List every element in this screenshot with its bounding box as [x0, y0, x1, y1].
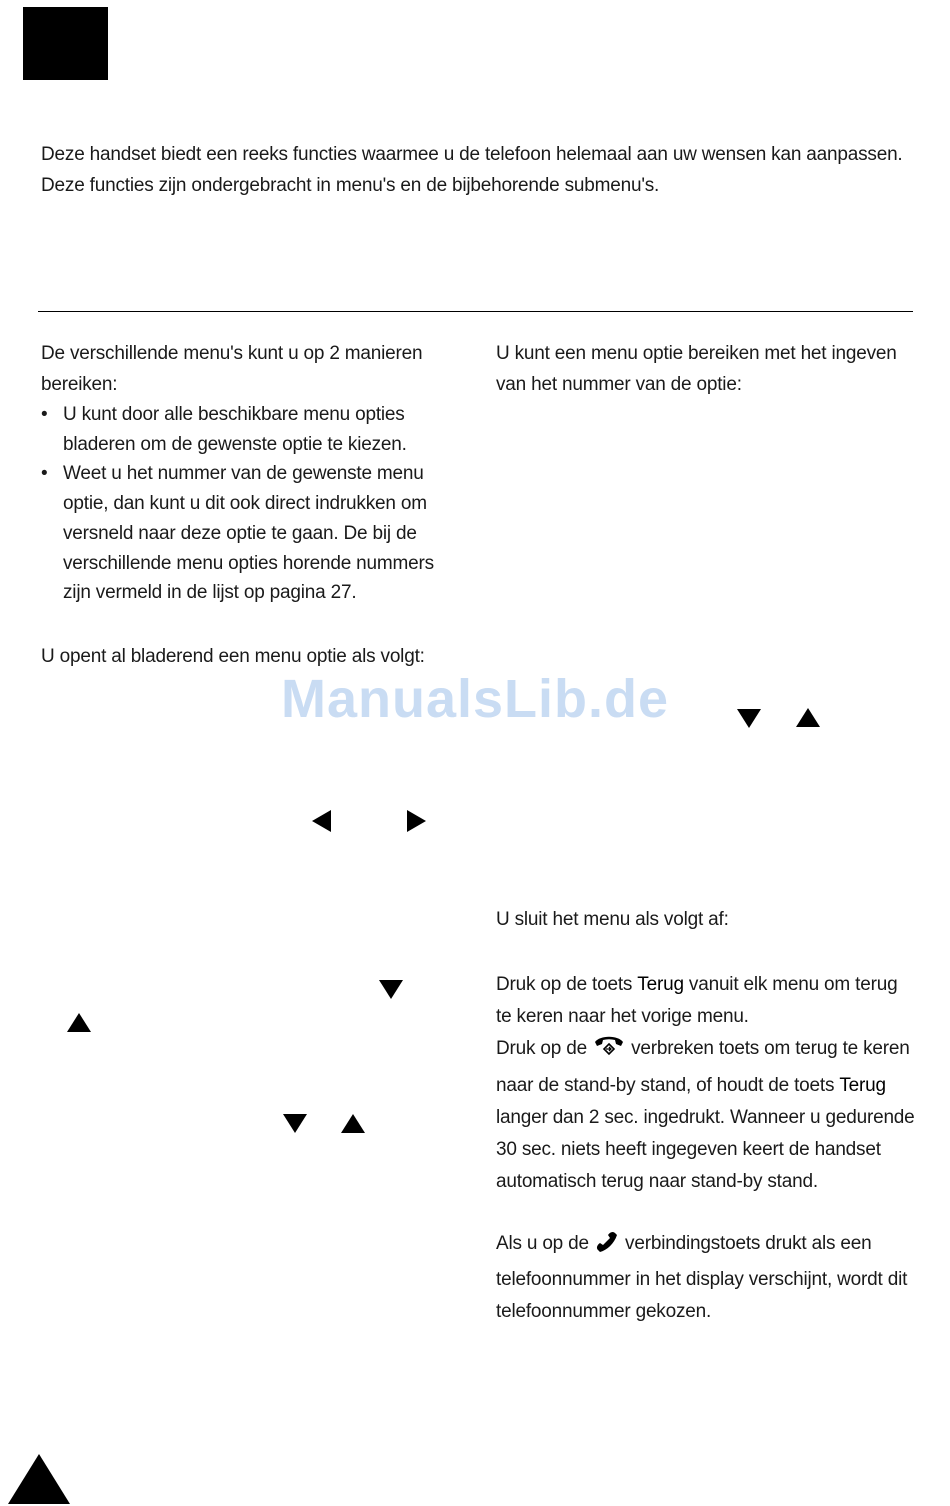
arrow-up-icon — [796, 708, 820, 727]
left-column — [41, 338, 461, 608]
list-item-text: U kunt door alle beschikbare menu opties bladeren om de gewenste optie te kiezen. — [63, 404, 407, 455]
arrow-left-icon — [312, 810, 331, 832]
browse-intro-text: U opent al bladerend een menu optie als volgt: — [41, 646, 425, 667]
text-segment: verbreken toets om terug te keren naar de stand-by stand, of houdt de toets — [496, 1038, 910, 1096]
back-key-paragraph — [496, 969, 916, 1033]
key-label-terug: Terug — [839, 1074, 886, 1096]
arrow-up-icon — [341, 1114, 365, 1133]
access-methods-list — [41, 400, 461, 608]
page-corner-marker — [8, 1454, 70, 1504]
close-menu-instructions — [496, 969, 916, 1198]
watermark: ManualsLib.de — [280, 669, 670, 729]
arrow-up-icon — [67, 1013, 91, 1032]
close-menu-intro: U sluit het menu als volgt af: — [496, 909, 729, 930]
text-segment: vanuit elk menu om terug te keren naar het vorige menu. — [496, 974, 898, 1028]
bullet-glyph: • — [41, 404, 48, 425]
arrow-down-icon — [283, 1114, 307, 1133]
list-item — [41, 459, 461, 608]
text-segment: Druk op de toets — [496, 974, 638, 995]
arrow-right-icon — [407, 810, 426, 832]
access-methods-lead: De verschillende menu's kunt u op 2 manieren bereiken: — [41, 343, 423, 395]
arrow-down-icon — [379, 980, 403, 999]
intro-paragraph: Deze handset biedt een reeks functies waarmee u de telefoon helemaal aan uw wensen kan aanpassen. Deze functies zijn ondergebracht in menu's en de bijbehorende submenu's. — [41, 144, 903, 196]
text-segment: Als u op de — [496, 1233, 594, 1254]
arrow-down-icon — [737, 709, 761, 728]
section-marker-block — [23, 7, 108, 80]
hangup-key-icon — [592, 1034, 626, 1069]
text-segment: langer dan 2 sec. ingedrukt. Wanneer u gedurende 30 sec. niets heeft ingegeven keert de handset automatisch terug naar stand-by stand. — [496, 1106, 915, 1193]
number-access-intro: U kunt een menu optie bereiken met het ingeven van het nummer van de optie: — [496, 343, 897, 395]
list-item-text: Weet u het nummer van de gewenste menu optie, dan kunt u dit ook direct indrukken om versneld naar deze optie te gaan. De bij de verschillende menu opties horende nummers zijn vermeld in de lijst op pagina 27. — [63, 463, 434, 604]
hangup-key-paragraph — [496, 1033, 916, 1198]
text-segment: Druk op de — [496, 1038, 593, 1060]
bullet-glyph: • — [41, 463, 48, 485]
call-key-icon — [594, 1229, 620, 1264]
key-label-terug: Terug — [637, 974, 684, 995]
list-item — [41, 400, 461, 459]
call-key-paragraph — [496, 1228, 916, 1328]
text-segment: verbindingstoets drukt als een telefoonnummer in het display verschijnt, wordt dit telefoonnummer gekozen. — [496, 1233, 908, 1322]
section-divider — [38, 311, 913, 312]
